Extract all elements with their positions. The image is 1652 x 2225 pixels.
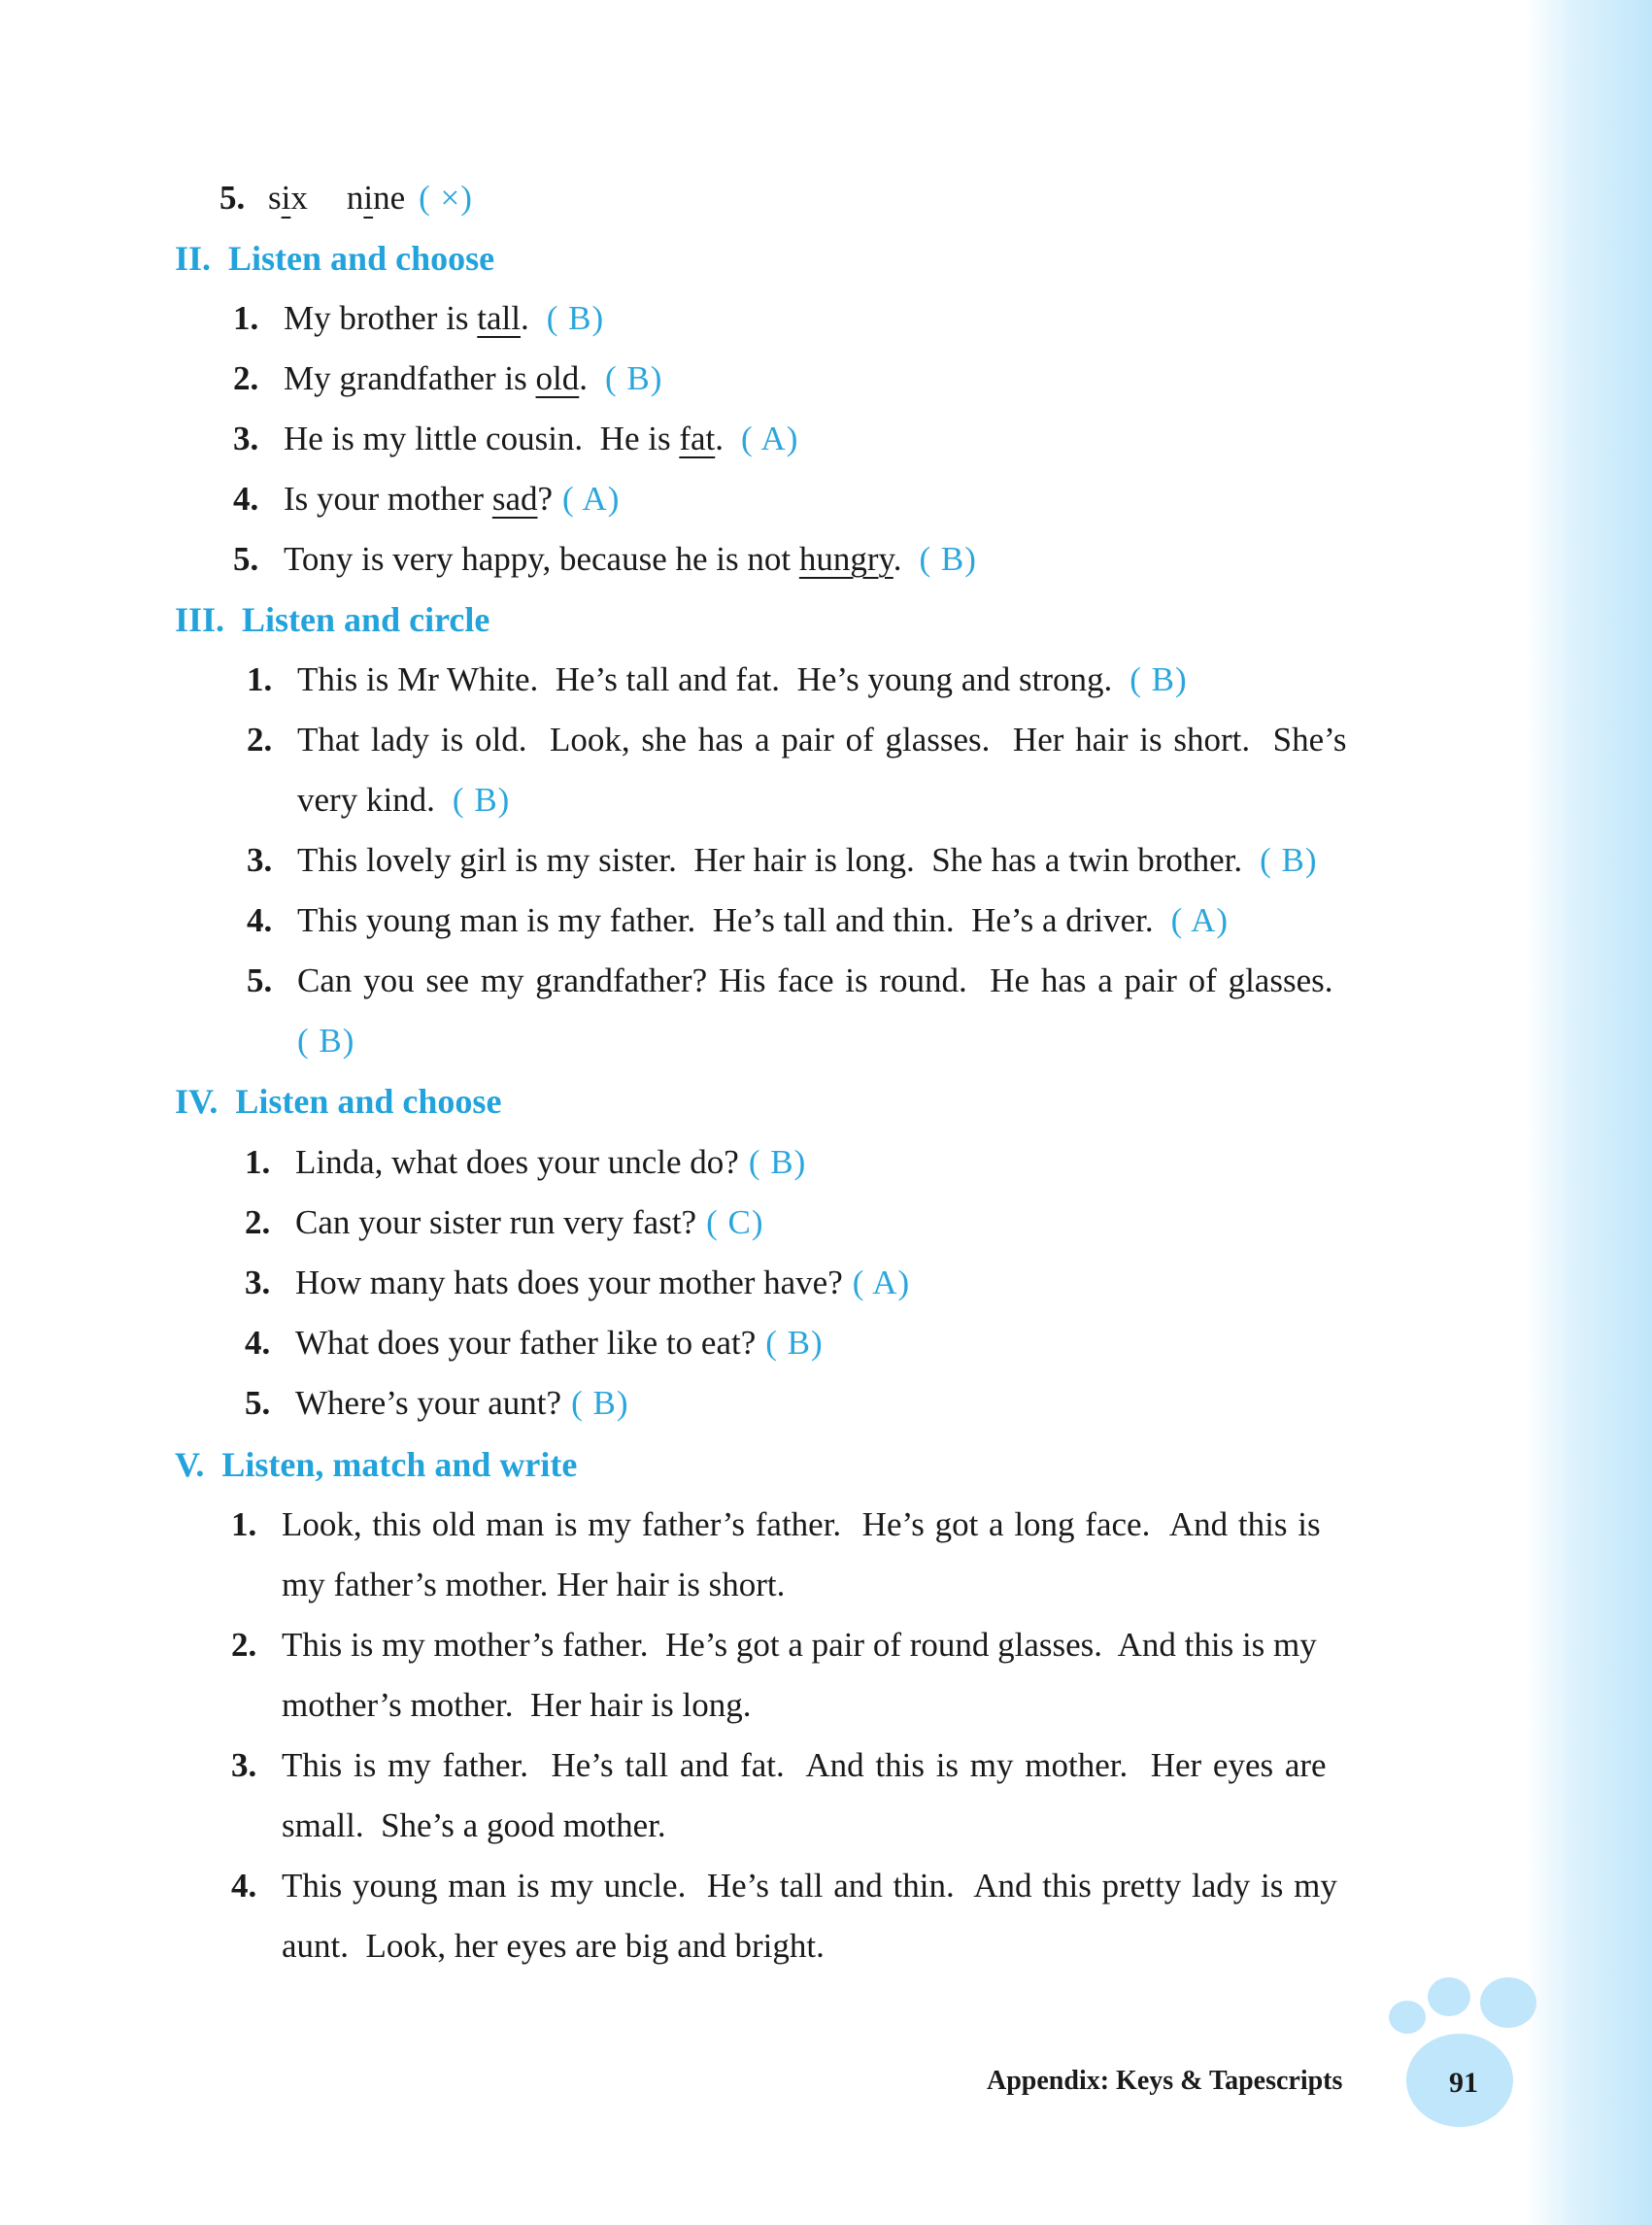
item-number: 5. (219, 179, 246, 217)
list-item: 2. Can your sister run very fast? ( C) (245, 1203, 764, 1241)
answer-mark: ( B) (571, 1384, 629, 1422)
answer-mark: ( B) (1129, 660, 1188, 698)
list-item-continuation: aunt. Look, her eyes are big and bright. (282, 1927, 825, 1965)
answer-mark: ( B) (546, 299, 605, 337)
list-item: 2. That lady is old. Look, she has a pair of glasses. Her hair is short. She’s (247, 721, 1347, 759)
list-item: 4. This young man is my uncle. He’s tall and thin. And this pretty lady is my (231, 1867, 1337, 1905)
footer-label: Appendix: Keys & Tapescripts (987, 2066, 1343, 2096)
list-item: 3. This lovely girl is my sister. Her hair is long. She has a twin brother. ( B) (247, 841, 1318, 879)
list-item: 4. Is your mother sad? ( A) (233, 480, 621, 518)
section-heading-v: V. Listen, match and write (175, 1445, 578, 1484)
list-item-continuation: my father’s mother. Her hair is short. (282, 1566, 786, 1603)
answer-mark: ( C) (706, 1203, 764, 1241)
list-item: 2. This is my mother’s father. He’s got a pair of round glasses. And this is my (231, 1626, 1317, 1664)
page-side-band (1526, 0, 1652, 2225)
list-item: 3. How many hats does your mother have? ( A) (245, 1264, 911, 1301)
answer-mark: ( B) (1260, 841, 1318, 879)
section-heading-iv: IV. Listen and choose (175, 1082, 502, 1121)
list-item-continuation: mother’s mother. Her hair is long. (282, 1686, 752, 1724)
list-item: 2. My grandfather is old. ( B) (233, 359, 663, 397)
list-item-continuation: small. She’s a good mother. (282, 1806, 666, 1844)
list-item-continuation (297, 1020, 354, 1062)
list-item-continuation: very kind. ( B) (297, 781, 511, 819)
answer-mark: ( ×) (419, 179, 473, 217)
answer-mark: ( A) (741, 420, 799, 457)
page-number: 91 (1449, 2067, 1478, 2099)
answer-mark: ( B) (297, 1022, 355, 1060)
answer-mark: ( B) (919, 540, 977, 578)
list-item: 1. My brother is tall. ( B) (233, 299, 605, 337)
list-item: 3. This is my father. He’s tall and fat. And this is my mother. Her eyes are (231, 1746, 1327, 1784)
list-item: 5. Can you see my grandfather? His face is round. He has a pair of glasses. (247, 961, 1333, 999)
answer-mark: ( A) (852, 1264, 911, 1301)
list-item: 5. Tony is very happy, because he is not hungry. ( B) (233, 540, 977, 578)
answer-mark: ( B) (748, 1143, 807, 1181)
answer-mark: ( B) (452, 781, 511, 819)
answer-mark: ( B) (605, 359, 663, 397)
list-item: 5. Where’s your aunt? ( B) (245, 1384, 629, 1422)
word-nine: nine (346, 179, 406, 217)
section-heading-iii: III. Listen and circle (175, 600, 490, 639)
list-item: 4. This young man is my father. He’s tall and thin. He’s a driver. ( A) (247, 901, 1230, 939)
list-item: 1. This is Mr White. He’s tall and fat. He’s young and strong. ( B) (247, 660, 1188, 698)
list-item: 4. What does your father like to eat? ( B) (245, 1324, 824, 1362)
list-item (219, 177, 473, 219)
answer-mark: ( B) (765, 1324, 824, 1362)
section-heading-ii: II. Listen and choose (175, 239, 495, 278)
list-item: 1. Look, this old man is my father’s father. He’s got a long face. And this is (231, 1505, 1321, 1543)
answer-mark: ( A) (1170, 901, 1230, 939)
word-six: six (268, 179, 308, 217)
list-item: 1. Linda, what does your uncle do? ( B) (245, 1143, 807, 1181)
answer-mark: ( A) (562, 480, 621, 518)
list-item: 3. He is my little cousin. He is fat. ( A) (233, 420, 799, 457)
